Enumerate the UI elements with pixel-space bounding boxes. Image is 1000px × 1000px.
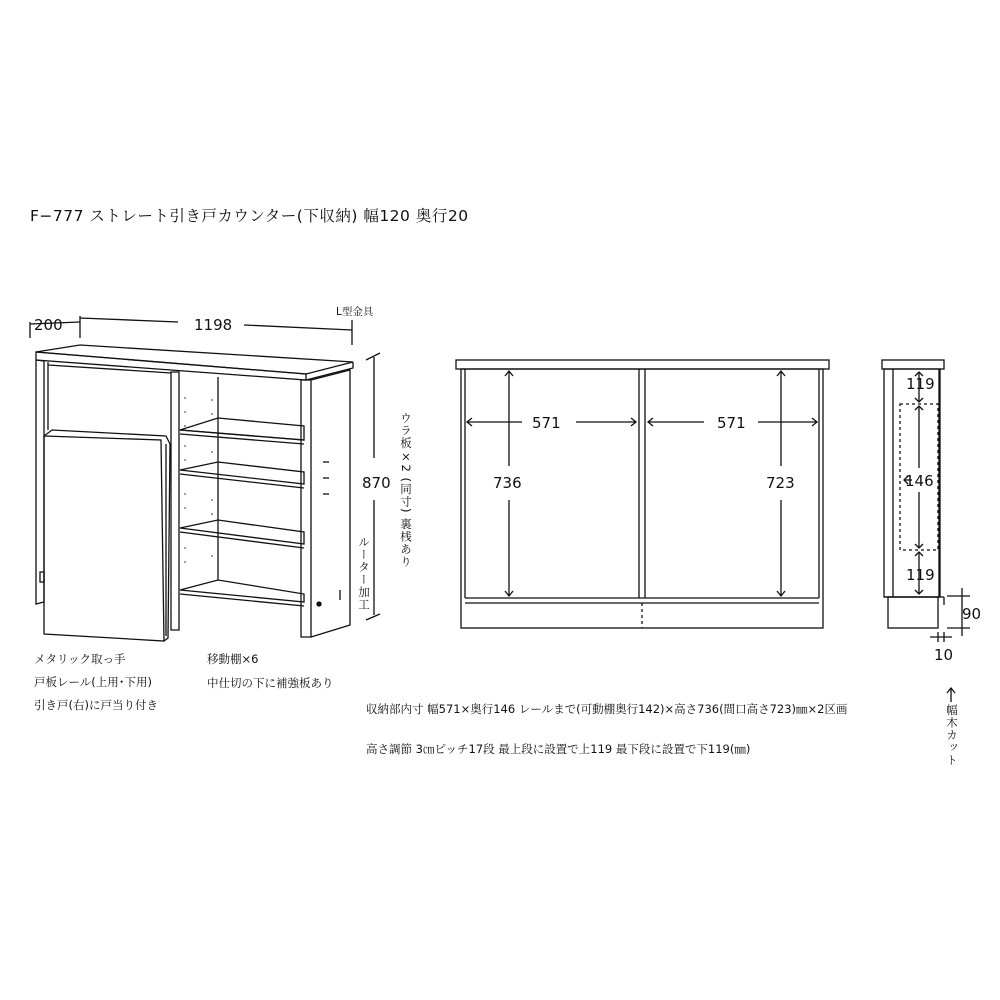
top-board [36, 345, 353, 374]
side-view [882, 360, 970, 702]
dim-width-label: 1198 [194, 316, 233, 334]
label-rail: 戸板レール(上用･下用) [34, 675, 152, 689]
right-side-outer [311, 370, 350, 637]
label-router: ルーター加工 [357, 536, 371, 611]
plinth-d-label: 10 [934, 646, 954, 664]
label-l-bracket: L型金具 [336, 306, 374, 318]
note-storage: 収納部内寸 幅571×奥行146 レールまで(可動棚奥行142)×高さ736(間口高さ723)㎜×2区画 [366, 702, 848, 716]
perspective-view [30, 316, 380, 641]
side-dim-top-label: 119 [906, 375, 935, 393]
front-dim-left-width: 571 [532, 414, 561, 432]
width-dim-line-right [244, 325, 352, 330]
dim-height-label: 870 [362, 474, 391, 492]
label-door-stop: 引き戸(右)に戸当り付き [34, 698, 158, 712]
front-dim-right-width: 571 [717, 414, 746, 432]
plinth-h-label: 90 [962, 605, 982, 623]
label-plinth-cut: 幅木カット [945, 704, 959, 767]
sliding-door-left [44, 436, 164, 641]
dim-depth-label: 200 [34, 316, 63, 334]
height-dim-bottom-tick [366, 614, 380, 620]
side-top-board [882, 360, 944, 369]
label-shelves: 移動棚×6 [207, 652, 259, 666]
right-side-panel [301, 380, 311, 637]
label-back-panel: ウラ板×2 (同寸) 裏桟あり [399, 412, 413, 569]
width-dim-line-left [80, 318, 178, 322]
router-hole [317, 602, 321, 606]
front-dim-left-height: 736 [493, 474, 522, 492]
diagram-title: F−777 ストレート引き戸カウンター(下収納) 幅120 奥行20 [30, 207, 469, 225]
front-view [456, 360, 829, 628]
label-reinforce: 中仕切の下に補強板あり [207, 676, 334, 690]
side-dim-bottom-label: 119 [906, 566, 935, 584]
side-plinth [888, 597, 938, 628]
label-handle: メタリック取っ手 [34, 652, 126, 666]
front-dim-right-height: 723 [766, 474, 795, 492]
left-side-panel [36, 360, 44, 604]
sliding-door-thickness [44, 430, 170, 641]
side-dim-mid-label: 146 [905, 472, 934, 490]
middle-divider [171, 372, 179, 630]
bottom-board [180, 580, 304, 602]
note-adjust: 高さ調節 3㎝ピッチ17段 最上段に設置で上119 最下段に設置で下119(㎜) [366, 742, 751, 756]
shelf-1 [180, 418, 304, 440]
front-carcass [461, 369, 823, 628]
shelves [180, 377, 304, 606]
front-top-board [456, 360, 829, 369]
height-dim-top-tick [366, 353, 380, 360]
metallic-handle [40, 572, 44, 582]
shelf-pin-holes [184, 397, 213, 563]
